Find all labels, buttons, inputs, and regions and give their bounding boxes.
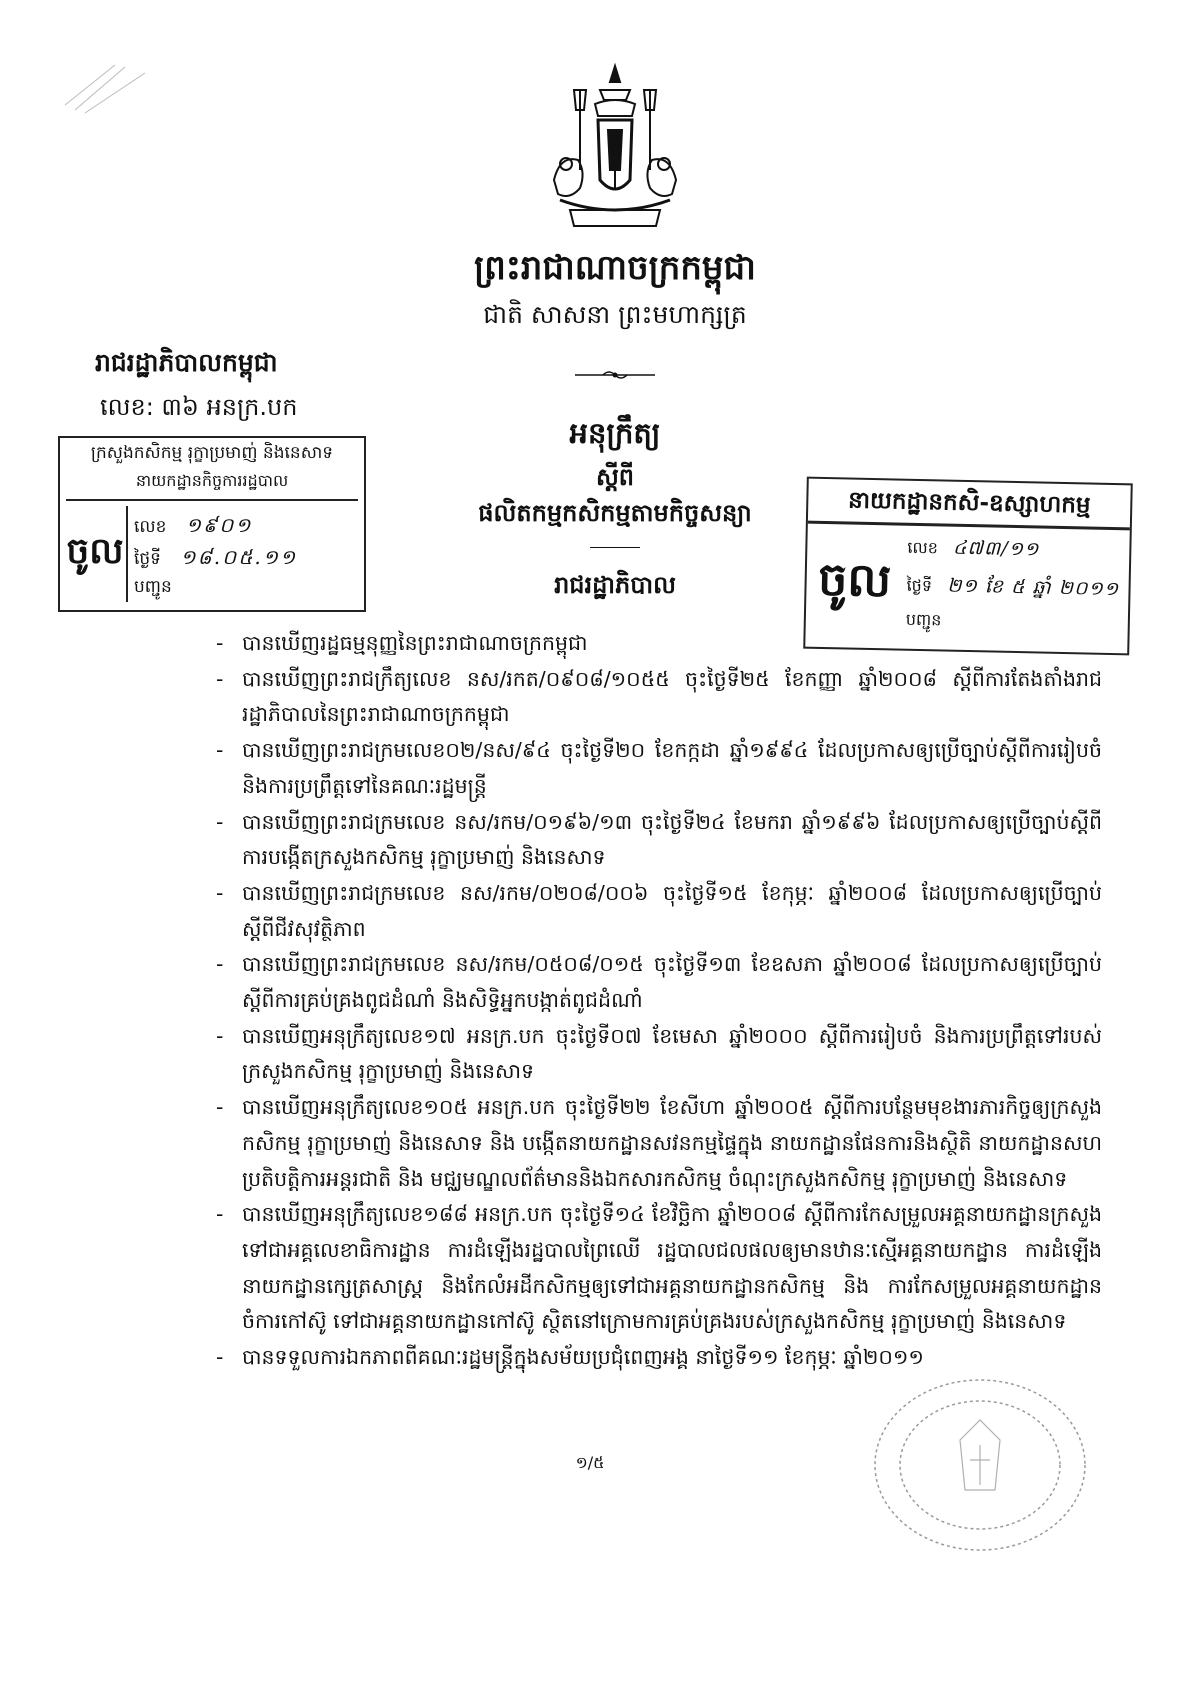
document-subject: ផលិតកម្មកសិកម្មតាមកិច្ចសន្យា [478, 499, 752, 527]
stamp-number-value: ១៩០១ [185, 513, 253, 537]
stamp-received-mark: ចូល [817, 551, 892, 607]
clause-item: - បានទទួលការឯកភាពពីគណៈរដ្ឋមន្ត្រីក្នុងសម័យប្រជុំពេញអង្គ នាថ្ងៃទី១១ ខែកុម្ភៈ ឆ្នាំ២០១១ [216, 1345, 924, 1370]
stamp-ministry-name: ក្រសួងកសិកម្ម រុក្ខាប្រមាញ់ និងនេសាទ [90, 443, 334, 463]
clause-item: - បានឃើញអនុក្រឹត្យលេខ១៨៨ អនក្រ.បក ចុះថ្ងៃទី១៤ ខែវិច្ឆិកា ឆ្នាំ២០០៨ ស្តីពីការកែសម្រួលអគ្គនាយកដ្ឋានក្រសួងទៅជាអគ្គលេខាធិការដ្ឋាន ការដំឡើងរដ្ឋបាលព្រៃឈើ រដ្ឋបាលជលផលឲ្យមានឋានៈស្មើអគ្គនាយកដ្ឋាន ការដំឡើងនាយកដ្ឋានក្សេត្រសាស្ត្រ និងកែលំអដីកសិកម្មឲ្យទៅជាអគ្គនាយកដ្ឋានកសិកម្ម និង ការកែសម្រួលអគ្គនាយកដ្ឋានចំការកៅស៊ូ ទៅជាអគ្គនាយកដ្ឋានកៅស៊ូ ស្ថិតនៅក្រោមការគ្រប់គ្រងរបស់ក្រសួងកសិកម្ម រុក្ខាប្រមាញ់ និងនេសាទ [216, 1202, 1102, 1334]
stamp-number-row [134, 512, 252, 542]
stamp-date-value: ១៨.០៥.១១ [180, 545, 297, 569]
stamp-number-value: ៤៧៣/១១ [952, 536, 1040, 561]
received-stamp-ministry [58, 436, 366, 612]
clause-item: - បានឃើញរដ្ឋធម្មនុញ្ញនៃព្រះរាជាណាចក្រកម្ពុជា [216, 631, 588, 655]
clause-item: - បានឃើញព្រះរាជក្រមលេខ នស/រកម/០៥០៨/០១៥ ចុះថ្ងៃទី១៣ ខែឧសភា ឆ្នាំ២០០៨ ដែលប្រកាសឲ្យប្រើច្បាប់ស្តីពីការគ្រប់គ្រងពូជដំណាំ និងសិទ្ធិអ្នកបង្កាត់ពូជដំណាំ [216, 952, 1102, 1013]
ornament-divider [575, 368, 655, 382]
clause-item: - បានឃើញព្រះរាជក្រមលេខ០២/នស/៩៤ ចុះថ្ងៃទី២០ ខែកក្កដា ឆ្នាំ១៩៩៤ ដែលប្រកាសឲ្យប្រើច្បាប់ស្តីពីការរៀបចំ និងការប្រព្រឹត្តទៅនៃគណៈរដ្ឋមន្ត្រី [216, 738, 1102, 798]
kingdom-title: ព្រះរាជាណាចក្រកម្ពុជា [474, 248, 756, 288]
royal-coat-of-arms-emblem [540, 60, 690, 240]
stamp-forward-row [134, 576, 172, 601]
government-name: រាជរដ្ឋាភិបាលកម្ពុជា [95, 348, 278, 377]
stamp-received-mark: ចូល [64, 506, 128, 602]
stamp-date-row [134, 544, 297, 574]
stamp-forward-label: បញ្ជូន [134, 577, 172, 597]
scan-scratch-marks [55, 55, 165, 115]
document-type: អនុក្រឹត្យ [569, 416, 661, 450]
national-motto: ជាតិ សាសនា ព្រះមហាក្សត្រ [483, 300, 747, 329]
stamp-number-row [907, 535, 1040, 566]
faint-official-seal [865, 1370, 1095, 1560]
issuing-authority: រាជរដ្ឋាភិបាល [554, 571, 676, 599]
stamp-date-label: ថ្ងៃទី [906, 575, 933, 596]
stamp-forward-label: បញ្ជូន [905, 609, 942, 630]
clause-item: - បានឃើញព្រះរាជក្រមលេខ នស/រកម/០២០៨/០០៦ ចុះថ្ងៃទី១៥ ខែកុម្ភៈ ឆ្នាំ២០០៨ ដែលប្រកាសឲ្យប្រើច្បាប់ស្តីពីជីវសុវត្ថិភាព [216, 880, 1102, 941]
stamp-date-label: ថ្ងៃទី [134, 549, 161, 569]
page-number: ១/៥ [575, 1453, 605, 1472]
clause-item: - បានឃើញព្រះរាជក្រឹត្យលេខ នស/រកត/០៩០៨/១០៥៥ ចុះថ្ងៃទី២៥ ខែកញ្ញា ឆ្នាំ២០០៨ ស្តីពីការតែងតាំងរាជរដ្ឋាភិបាលនៃព្រះរាជាណាចក្រកម្ពុជា [216, 666, 1102, 727]
clause-item: - បានឃើញព្រះរាជក្រមលេខ នស/រកម/០១៩៦/១៣ ចុះថ្ងៃទី២៤ ខែមករា ឆ្នាំ១៩៩៦ ដែលប្រកាសឲ្យប្រើច្បាប់ស្តីពីការបង្កើតក្រសួងកសិកម្ម រុក្ខាប្រមាញ់ និងនេសាទ [216, 809, 1102, 870]
stamp-date-value: ២១ ខែ ៥ ឆ្នាំ ២០១១ [946, 574, 1120, 601]
preamble-clauses [216, 626, 1102, 1376]
stamp-number-label: លេខ [907, 537, 939, 558]
stamp-number-label: លេខ [134, 517, 167, 537]
clause-item: - បានឃើញអនុក្រឹត្យលេខ១០៥ អនក្រ.បក ចុះថ្ងៃទី២២ ខែសីហា ឆ្នាំ២០០៥ ស្តីពីការបន្ថែមមុខងារភារកិច្ចឲ្យក្រសួងកសិកម្ម រុក្ខាប្រមាញ់ និងនេសាទ និង បង្កើតនាយកដ្ឋានសវនកម្មផ្ទៃក្នុង នាយកដ្ឋានផែនការនិងស្ថិតិ នាយកដ្ឋានសហប្រតិបត្តិការអន្តរជាតិ និង មជ្ឈមណ្ឌលព័ត៌មាននិងឯកសារកសិកម្ម ចំណុះក្រសួងកសិកម្ម រុក្ខាប្រមាញ់ និងនេសាទ [216, 1095, 1102, 1191]
clause-item: - បានឃើញអនុក្រឹត្យលេខ១៧ អនក្រ.បក ចុះថ្ងៃទី០៧ ខែមេសា ឆ្នាំ២០០០ ស្តីពីការរៀបចំ និងការប្រព្រឹត្តទៅរបស់ក្រសួងកសិកម្ម រុក្ខាប្រមាញ់ និងនេសាទ [216, 1023, 1102, 1084]
title-divider [590, 547, 640, 548]
stamp-department-header: នាយកដ្ឋានកសិ-ឧស្សាហកម្ម [808, 479, 1131, 531]
about-label: ស្តីពី [595, 463, 635, 491]
stamp-department-name: នាយកដ្ឋានកិច្ចការរដ្ឋបាល [66, 470, 358, 501]
decree-number: លេខ: ៣៦ អនក្រ.បក [100, 393, 298, 421]
stamp-date-row [906, 573, 1119, 605]
